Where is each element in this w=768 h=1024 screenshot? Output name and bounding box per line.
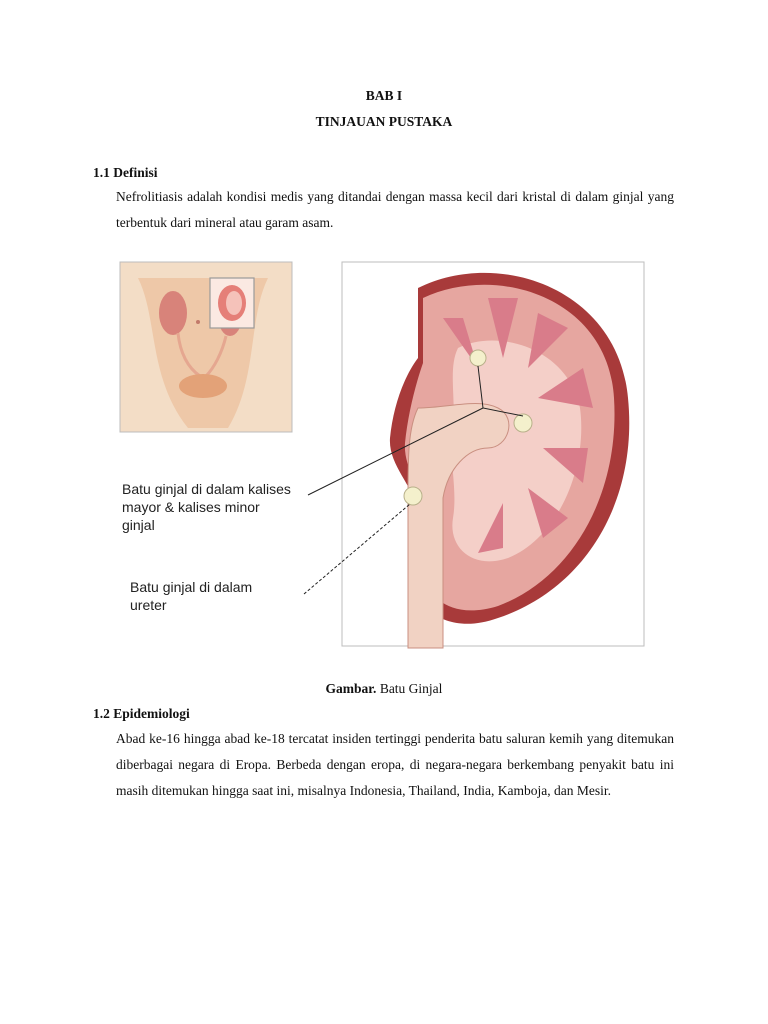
section-heading-epidemiologi: 1.2 Epidemiologi bbox=[93, 706, 190, 721]
kidney-illustration bbox=[118, 258, 646, 650]
label-ureter-line1: Batu ginjal di dalam bbox=[130, 579, 253, 595]
label-kalises-line2: mayor & kalises minor bbox=[122, 499, 260, 515]
section-paragraph-definisi: Nefrolitiasis adalah kondisi medis yang ditandai dengan massa kecil dari kristal di dalam ginjal yang terbentuk dari mineral atau garam asam. bbox=[116, 189, 674, 230]
figure-caption-prefix: Gambar. bbox=[325, 681, 377, 696]
chapter-title: TINJAUAN PUSTAKA bbox=[315, 114, 453, 129]
label-ureter-line2: ureter bbox=[130, 597, 167, 613]
section-heading-definisi: 1.1 Definisi bbox=[93, 165, 158, 180]
kidney-figure bbox=[118, 258, 646, 650]
kidney-cross-section bbox=[342, 262, 644, 648]
label-kalises-line1: Batu ginjal di dalam kalises bbox=[122, 481, 291, 497]
chapter-number: BAB I bbox=[365, 88, 403, 103]
label-kalises-line3: ginjal bbox=[122, 517, 155, 533]
section-paragraph-epidemiologi: Abad ke-16 hingga abad ke-18 tercatat insiden tertinggi penderita batu saluran kemih yang ditemukan diberbagai negara di Eropa. Berbeda dengan eropa, di negara-negara berkembang penyakit batu ini masih ditemukan hingga saat ini, misalnya Indonesia, Thailand, India, Kamboja, dan Mesir. bbox=[116, 731, 674, 798]
torso-inset bbox=[120, 262, 292, 432]
figure-caption bbox=[0, 681, 768, 697]
figure-caption-text: Batu Ginjal bbox=[379, 681, 443, 696]
